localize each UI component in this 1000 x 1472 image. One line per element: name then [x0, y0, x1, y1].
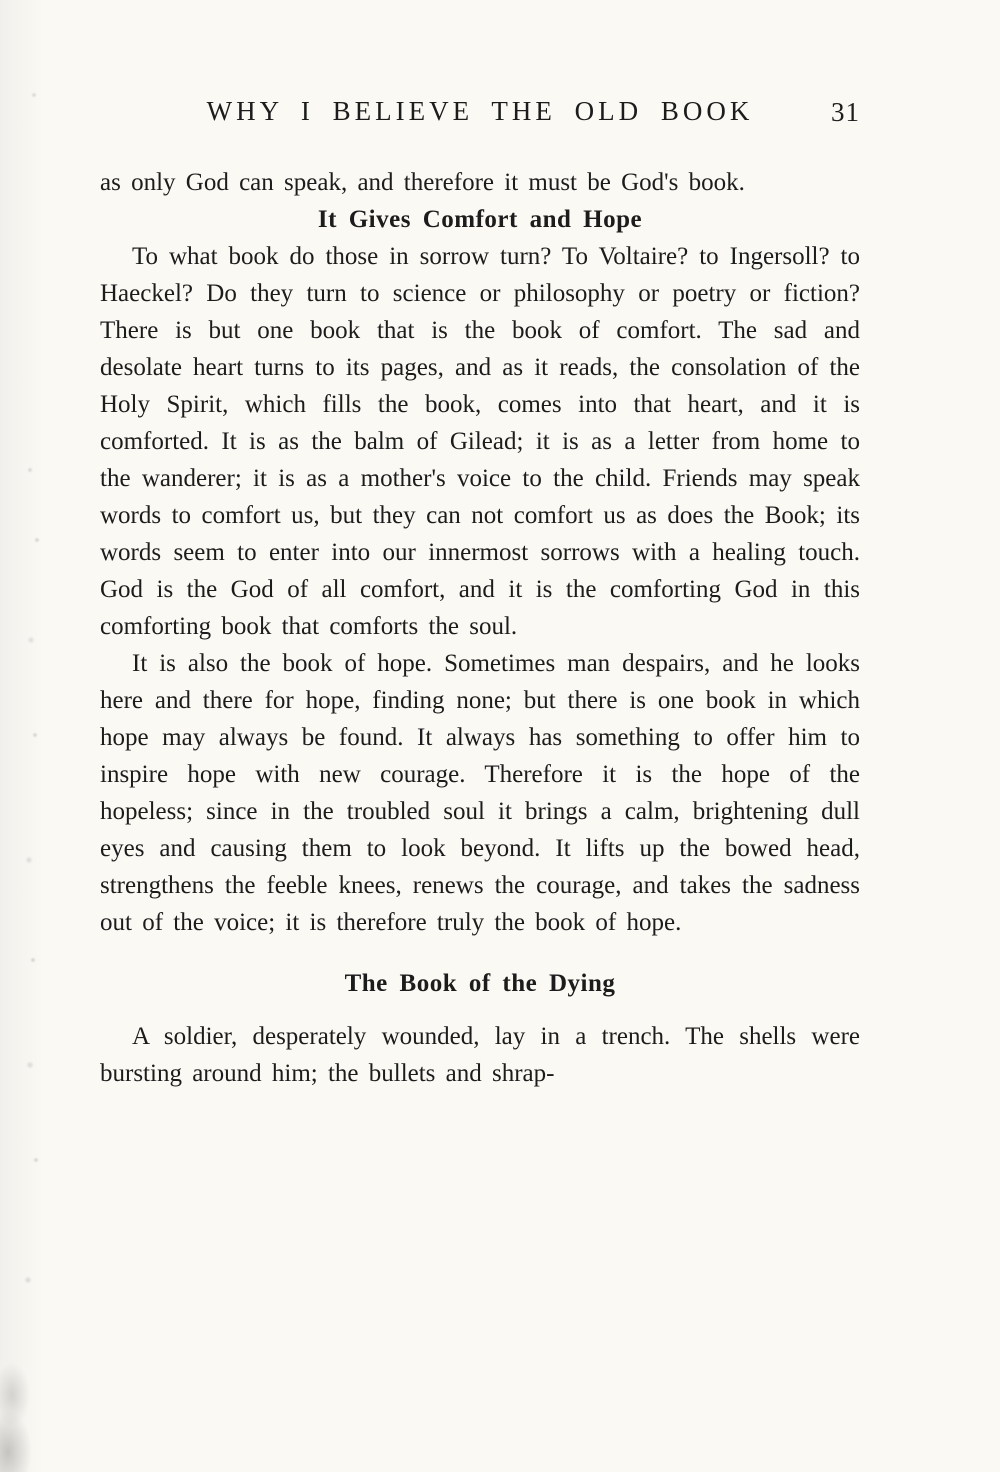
paragraph: To what book do those in sorrow turn? To Voltaire? to Ingersoll? to Haeckel? Do they turn to science or philosophy or poetry or fiction? There is but one book that is the book of comfort. The sad and desolate heart turns to its pages, and as it reads, the consolation of the Holy Spirit, which fills the book, comes into that heart, and it is comforted. It is as the balm of Gilead; it is as a letter from home to the wanderer; it is as a mother's voice to the child. Friends may speak words to comfort us, but they can not comfort us as does the Book; its words seem to enter into our innermost sorrows with a healing touch. God is the God of all comfort, and it is the comforting God in this comforting book that comforts the soul. [100, 243, 860, 640]
section-heading: It Gives Comfort and Hope [317, 206, 643, 233]
page-title: WHY I BELIEVE THE OLD BOOK [206, 96, 754, 126]
paragraph: as only God can speak, and therefore it must be God's book. [100, 169, 745, 196]
section-heading: The Book of the Dying [344, 970, 616, 997]
running-head [100, 96, 860, 138]
paragraph: It is also the book of hope. Sometimes man despairs, and he looks here and there for hope, finding none; but there is one book in which hope may always be found. It always has something to offer him to inspire hope with new courage. Therefore it is the hope of the hopeless; since in the troubled soul it brings a calm, brightening dull eyes and causing them to look beyond. It lifts up the bowed head, strengthens the feeble knees, renews the courage, and takes the sadness out of the voice; it is therefore truly the book of hope. [100, 650, 860, 936]
page-number: 31 [817, 97, 860, 128]
paragraph: A soldier, desperately wounded, lay in a trench. The shells were bursting around him; the bullets and shrap- [100, 1023, 860, 1087]
